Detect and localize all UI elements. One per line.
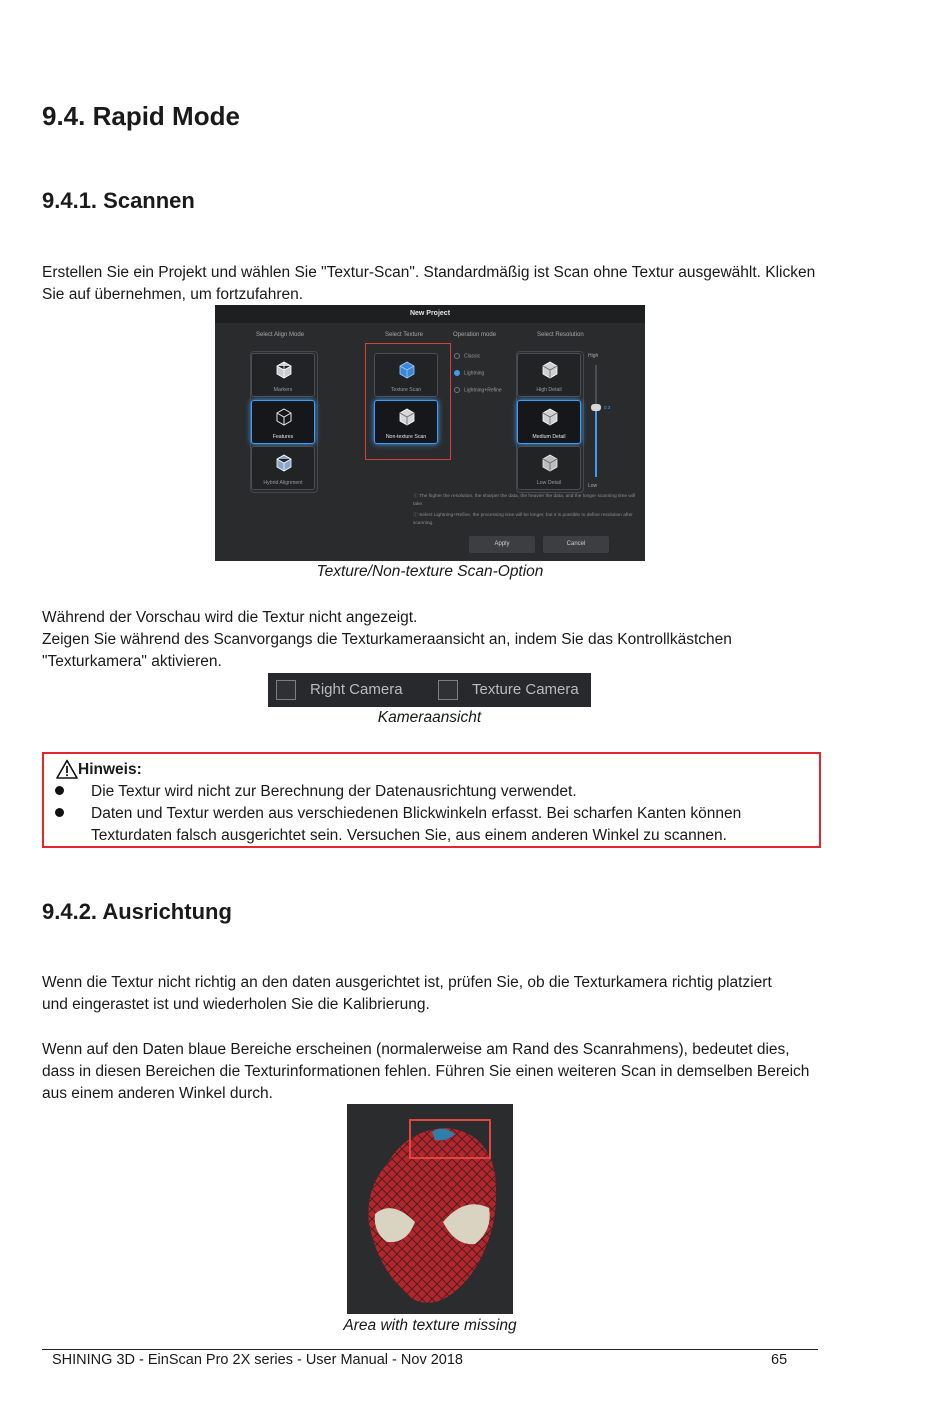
mask-scan-illustration <box>347 1104 513 1314</box>
align-option-label: Markers <box>273 387 293 393</box>
right-camera-label: Right Camera <box>310 681 403 698</box>
alignment-p2-line-1: Wenn auf den Daten blaue Bereiche erscheinen (normalerweise am Rand des Scanrahmens), bedeutet dies, <box>42 1041 790 1058</box>
section-title: 9.4. Rapid Mode <box>42 101 240 131</box>
intro-paragraph <box>42 262 872 306</box>
operation-label: Lightning <box>464 370 485 377</box>
hint-bullet-2-line-1: Daten und Textur werden aus verschiedenen Blickwinkeln erfasst. Bei scharfen Kanten können <box>91 805 742 822</box>
right-camera-checkbox[interactable] <box>276 680 296 700</box>
operation-label: Classic <box>464 353 481 360</box>
features-icon <box>275 408 293 426</box>
apply-button[interactable]: Apply <box>469 536 535 553</box>
hint-box <box>42 752 821 848</box>
preview-line-1: Während der Vorschau wird die Textur nicht angezeigt. <box>42 609 418 626</box>
texture-camera-checkbox[interactable] <box>438 680 458 700</box>
operation-label: Lightning+Refine <box>464 387 502 394</box>
figure-caption-texture-missing: Area with texture missing <box>343 1317 517 1334</box>
align-option-features[interactable] <box>251 400 315 444</box>
figure-caption-camera-view: Kameraansicht <box>377 709 482 726</box>
radio-dot <box>454 387 460 393</box>
operation-option-lightning-refine[interactable] <box>454 387 502 393</box>
subsection-title-scan: 9.4.1. Scannen <box>42 188 195 213</box>
resolution-label: Low Detail <box>536 480 562 486</box>
resolution-slider-fill <box>595 407 597 477</box>
markers-icon <box>275 361 293 379</box>
new-project-dialog-screenshot <box>215 305 645 561</box>
refine-note: ⓘ Select Lightning+Refine, the processing time will be longer, but it is possible to define resolution after scanning. <box>413 513 633 526</box>
alignment-p1-line-1: Wenn die Textur nicht richtig an den daten ausgerichtet ist, prüfen Sie, ob die Texturkamera richtig platziert <box>42 974 772 991</box>
slider-value: 0.3 <box>604 405 611 410</box>
resolution-label: Medium Detail <box>532 434 566 440</box>
alignment-p1-line-2: und eingerastet ist und wiederholen Sie die Kalibrierung. <box>42 996 430 1013</box>
texture-header: Select Texture <box>385 332 423 338</box>
footer-divider <box>42 1349 818 1350</box>
operation-option-lightning[interactable] <box>454 370 484 376</box>
high-detail-icon <box>541 361 559 379</box>
scanned-mask-image <box>347 1104 513 1314</box>
align-mode-header: Select Align Mode <box>256 332 305 338</box>
intro-line-1: Erstellen Sie ein Projekt und wählen Sie "Textur-Scan". Standardmäßig ist Scan ohne Textur ausgewählt. Klicken <box>42 264 816 281</box>
texture-option-label: Texture Scan <box>390 387 422 393</box>
cancel-button[interactable]: Cancel <box>543 536 609 553</box>
warning-icon <box>56 759 78 779</box>
figure-caption-texture-option: Texture/Non-texture Scan-Option <box>316 563 544 580</box>
low-detail-icon <box>541 454 559 472</box>
hint-bullet-2-line-2: Texturdaten falsch ausgerichtet sein. Versuchen Sie, aus einem anderen Winkel zu scannen. <box>91 827 727 844</box>
texture-option-label: Non-texture Scan <box>385 434 427 440</box>
slider-high-label: High <box>588 353 599 359</box>
preview-paragraph <box>42 607 872 673</box>
align-option-label: Features <box>272 434 294 440</box>
resolution-label: High Detail <box>536 387 562 393</box>
radio-dot <box>454 353 460 359</box>
bullet-dot <box>55 786 64 795</box>
resolution-slider-handle[interactable] <box>591 404 601 411</box>
preview-line-3: "Texturkamera" aktivieren. <box>42 653 222 670</box>
resolution-option-high[interactable] <box>517 353 581 397</box>
hint-bullet-1: Die Textur wird nicht zur Berechnung der Datenausrichtung verwendet. <box>91 783 577 800</box>
camera-view-bar-screenshot <box>268 673 591 707</box>
radio-dot-selected <box>454 370 460 376</box>
align-option-hybrid[interactable] <box>251 446 315 490</box>
align-option-label: Hybrid Alignment <box>263 480 303 486</box>
hybrid-alignment-icon <box>275 454 293 472</box>
alignment-paragraph-2 <box>42 1039 872 1105</box>
operation-option-classic[interactable] <box>454 353 480 359</box>
footer-text: SHINING 3D - EinScan Pro 2X series - User Manual - Nov 2018 <box>52 1352 463 1368</box>
resolution-option-low[interactable] <box>517 446 581 490</box>
medium-detail-icon <box>541 408 559 426</box>
texture-camera-label: Texture Camera <box>472 681 579 698</box>
dialog-title: New Project <box>215 305 645 323</box>
bullet-dot <box>55 808 64 817</box>
alignment-p2-line-2: dass in diesen Bereichen die Texturinformationen fehlen. Führen Sie einen weiteren Scan in demselben Bereich <box>42 1063 810 1080</box>
alignment-paragraph-1 <box>42 972 872 1016</box>
slider-low-label: Low <box>588 483 598 489</box>
preview-line-2: Zeigen Sie während des Scanvorgangs die Texturkameraansicht an, indem Sie das Kontrollkästchen <box>42 631 732 648</box>
align-option-markers[interactable] <box>251 353 315 397</box>
operation-mode-header: Operation mode <box>453 332 497 338</box>
page-number: 65 <box>771 1352 788 1368</box>
resolution-option-medium[interactable] <box>517 400 581 444</box>
subsection-title-alignment: 9.4.2. Ausrichtung <box>42 899 232 924</box>
texture-highlight-box <box>365 343 451 460</box>
hint-title: Hinweis: <box>78 761 142 778</box>
resolution-header: Select Resolution <box>537 332 584 338</box>
resolution-note: ⓘ The higher the resolution, the sharper the data, the heavier the data, and the longer scanning time will take. <box>413 494 636 507</box>
intro-line-2: Sie auf übernehmen, um fortzufahren. <box>42 286 304 303</box>
alignment-p2-line-3: aus einem anderen Winkel durch. <box>42 1085 273 1102</box>
